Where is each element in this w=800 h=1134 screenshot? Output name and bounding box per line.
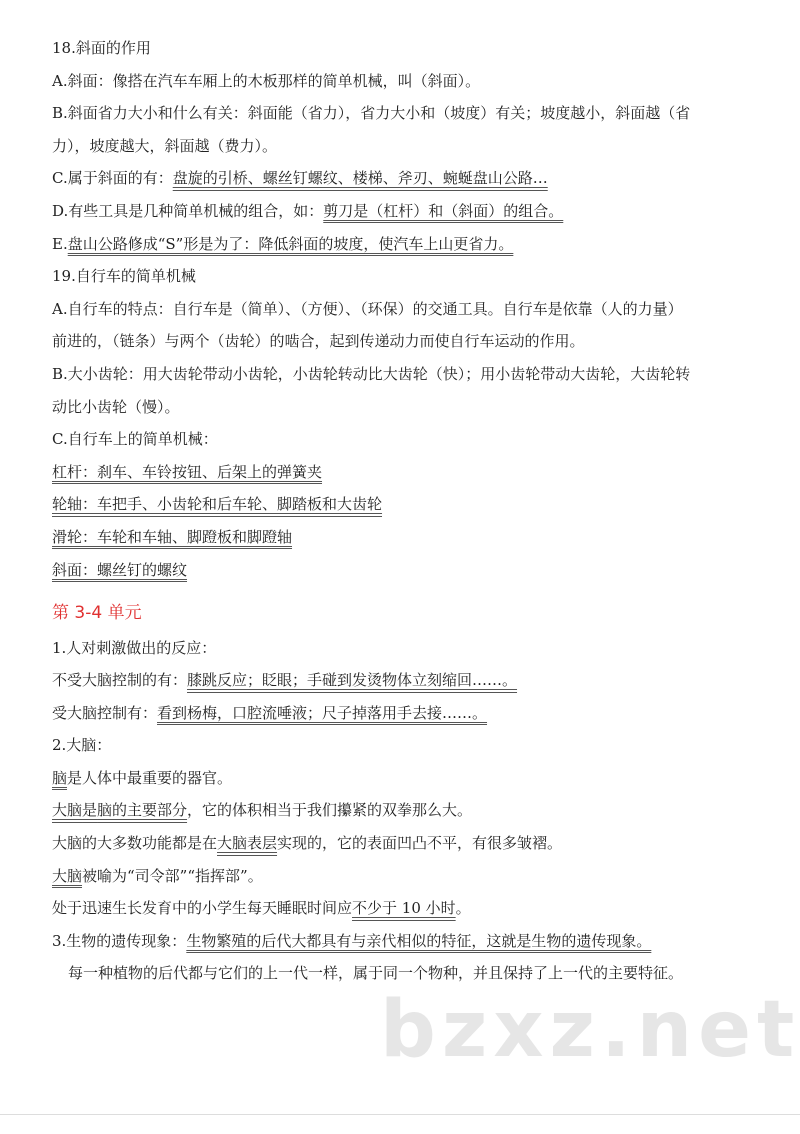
unit-s1-b (52, 703, 748, 723)
unit-s2-line5-rest: 。 (455, 899, 471, 918)
unit-heading: 第 3-4 单元 (52, 602, 142, 623)
sec18-d-underlined: 剪刀是（杠杆）和（斜面）的组合。 (323, 201, 564, 220)
unit-s2-title: 2.大脑： (52, 736, 112, 755)
unit-s2-line1 (52, 768, 748, 788)
unit-s1-a-underlined: 膝跳反应；眨眼；手碰到发烫物体立刻缩回……。 (187, 671, 518, 690)
sec19-c: C.自行车上的简单机械： (52, 430, 218, 449)
unit-s2-line5-pre: 处于迅速生长发育中的小学生每天睡眠时间应 (52, 899, 353, 918)
unit-s2-line2-ul2: 脑的主要部分 (97, 801, 188, 820)
unit-s3 (52, 931, 748, 951)
sec19-b-line1: B.大小齿轮：用大齿轮带动小齿轮，小齿轮转动比大齿轮（快）；用小齿轮带动大齿轮，大齿轮转 (52, 364, 691, 383)
sec18-e-underlined: 盘山公路修成“S”形是为了：降低斜面的坡度，使汽车上山更省力。 (67, 234, 514, 253)
unit-s3-body: 每一种植物的后代都与它们的上一代一样，属于同一个物种，并且保持了上一代的主要特征。 (68, 964, 684, 983)
sec19-wheel-axle-text: 轮轴：车把手、小齿轮和后车轮、脚踏板和大齿轮 (52, 495, 383, 514)
unit-s2-line3-ul: 大脑表层 (217, 834, 278, 853)
sec19-b-line2: 动比小齿轮（慢）。 (52, 397, 180, 416)
sec18-e (52, 234, 748, 254)
sec19-pulley-text: 滑轮：车轮和车轴、脚蹬板和脚蹬轴 (52, 527, 293, 546)
unit-s2-line3-rest: 实现的，它的表面凹凸不平，有很多皱褶。 (277, 834, 563, 853)
sec18-d-prefix: D.有些工具是几种简单机械的组合，如： (52, 201, 324, 220)
unit-s2-line4-rest: 被喻为“司令部”“指挥部”。 (82, 866, 263, 885)
unit-s1-b-underlined: 看到杨梅，口腔流唾液；尺子掉落用手去接……。 (157, 703, 488, 722)
unit-s1-b-prefix: 受大脑控制有： (52, 703, 158, 722)
sec18-title: 18.斜面的作用 (52, 39, 151, 57)
unit-s1-a (52, 670, 748, 690)
unit-s2-line2-rest: ，它的体积相当于我们攥紧的双拳那么大。 (187, 801, 473, 820)
sec18-c-prefix: C.属于斜面的有： (52, 169, 173, 188)
sec19-a-line1: A.自行车的特点：自行车是（简单）、（方便）、（环保）的交通工具。自行车是依靠（人的力量） (52, 299, 683, 318)
sec19-title: 19.自行车的简单机械 (52, 267, 196, 286)
sec18-b-line1: B.斜面省力大小和什么有关：斜面能（省力），省力大小和（坡度）有关；坡度越小，斜面越（省 (52, 104, 691, 123)
unit-s3-underlined: 生物繁殖的后代大都具有与亲代相似的特征，这就是生物的遗传现象。 (186, 931, 652, 950)
unit-s2-line1-rest: 是人体中最重要的器官。 (67, 768, 233, 787)
unit-s2-line2-mid: 是 (82, 801, 98, 820)
sec19-incline (52, 560, 748, 580)
unit-s2-line3 (52, 833, 748, 853)
unit-s2-line5-ul: 不少于 10 小时 (352, 899, 456, 918)
unit-s2-line2 (52, 800, 748, 820)
unit-s2-line3-pre: 大脑的大多数功能都是在 (52, 834, 218, 853)
unit-s2-line2-ul1: 大脑 (52, 801, 83, 820)
unit-s2-line1-ul: 脑 (52, 768, 68, 787)
sec18-d (52, 201, 748, 221)
unit-s2-line4 (52, 866, 748, 886)
unit-s2-line5 (52, 898, 748, 918)
sec19-lever (52, 462, 748, 482)
sec19-incline-text: 斜面：螺丝钉的螺纹 (52, 560, 188, 579)
unit-s1-title: 1.人对刺激做出的反应： (52, 638, 217, 657)
unit-s3-prefix: 3.生物的遗传现象： (52, 931, 187, 950)
sec18-e-prefix: E. (52, 234, 68, 253)
sec18-c-underlined: 盘旋的引桥、螺丝钉螺纹、楼梯、斧刃、蜿蜒盘山公路… (172, 169, 548, 188)
unit-s2-line4-ul: 大脑 (52, 866, 83, 885)
sec19-a-line2: 前进的，（链条）与两个（齿轮）的啮合，起到传递动力而使自行车运动的作用。 (52, 332, 585, 351)
sec18-a: A.斜面：像搭在汽车车厢上的木板那样的简单机械，叫（斜面）。 (52, 71, 481, 90)
sec18-b-line2: 力），坡度越大，斜面越（费力）。 (52, 136, 278, 155)
sec18-c (52, 168, 748, 188)
watermark-logo: bzxz.net (380, 985, 800, 1075)
unit-s1-a-prefix: 不受大脑控制的有： (52, 671, 188, 690)
sec19-lever-text: 杠杆：刹车、车铃按钮、后架上的弹簧夹 (52, 462, 323, 481)
page-bottom-divider (0, 1114, 800, 1115)
sec19-wheel-axle (52, 494, 748, 514)
sec19-pulley (52, 527, 748, 547)
